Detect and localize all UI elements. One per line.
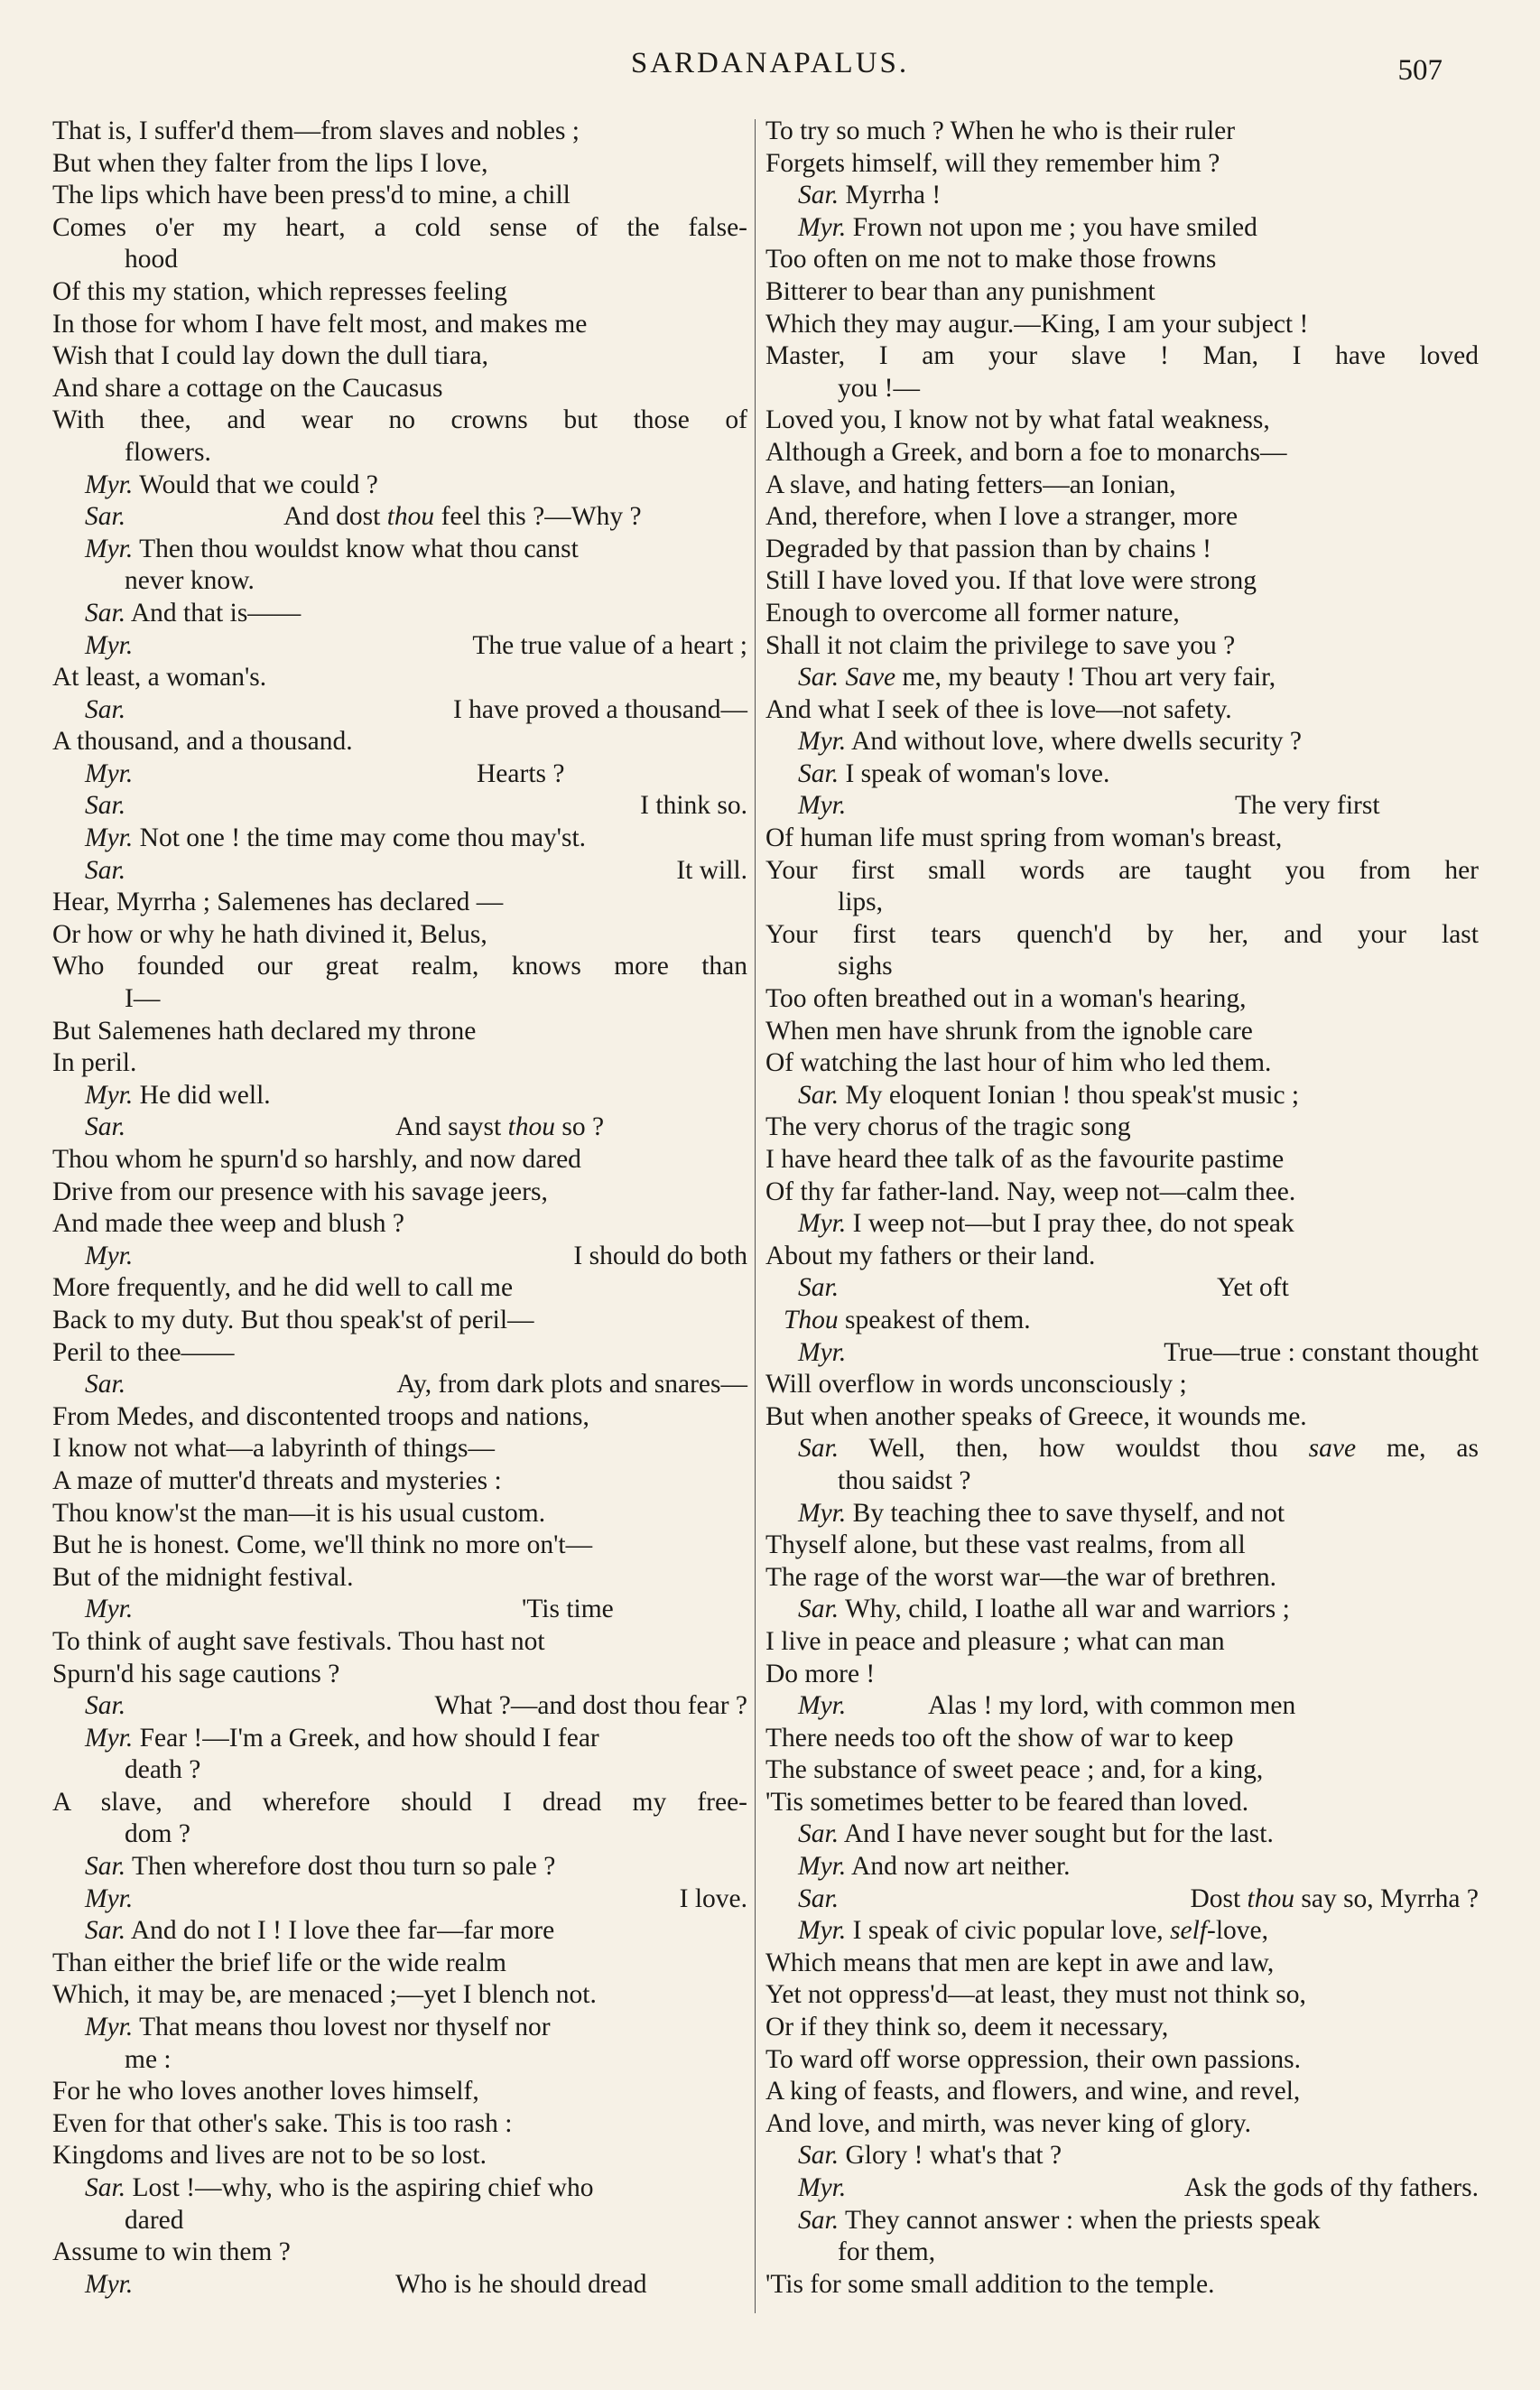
speaker-label: Sar. [85, 1852, 126, 1882]
speech-text: The very first [1235, 791, 1380, 821]
verse-line: Will overflow in words unconsciously ; [765, 1370, 1187, 1400]
verse-line: In peril. [52, 1048, 137, 1078]
verse-line: But when another speaks of Greece, it wounds me. [765, 1401, 1307, 1431]
verse-line: About my fathers or their land. [765, 1241, 1096, 1270]
verse-line: Too often breathed out in a woman's hearing, [765, 984, 1247, 1014]
verse-line: More frequently, and he did well to call me [52, 1273, 514, 1303]
verse-line: But Salemenes hath declared my throne [52, 1016, 477, 1046]
speaker-label: Myr. [85, 1241, 134, 1270]
speech-text: Alas ! my lord, with common men [928, 1691, 1296, 1721]
speech-line [52, 2012, 747, 2044]
speech-line [52, 1080, 747, 1112]
speaker-label: Sar. [798, 1883, 840, 1913]
speech-text: And without love, where dwells security ? [851, 727, 1302, 757]
speaker-label: Sar. [798, 1080, 840, 1110]
verse-line: Your first small words are taught you from her [765, 855, 1479, 885]
speech-line [52, 470, 747, 502]
speech-line [52, 790, 747, 823]
page-number: 507 [1397, 54, 1443, 87]
speaker-label: Myr. [85, 1723, 134, 1753]
speech-text: That means thou lovest nor thyself nor [139, 2013, 551, 2042]
speaker-label: Sar. [85, 598, 126, 628]
verse-line: When men have shrunk from the ignoble care [765, 1016, 1253, 1046]
speech-text: Not one ! the time may come thou may'st. [139, 823, 587, 853]
emphasis-text: Thou [784, 1305, 839, 1334]
verse-line-continuation: thou saidst ? [838, 1465, 971, 1495]
speech-line [765, 1433, 1479, 1465]
speaker-label: Myr. [798, 1916, 847, 1946]
speech-text: Why, child, I loathe all war and warriors ; [844, 1595, 1290, 1624]
verse-line-continuation: hood [125, 245, 178, 274]
speaker-label: Myr. [85, 2269, 134, 2299]
speech-text: feel this ?—Why ? [434, 502, 642, 532]
verse-line: A thousand, and a thousand. [52, 727, 353, 757]
verse-line: The rage of the worst war—the war of brethren. [765, 1562, 1277, 1592]
speaker-label: Sar. [85, 791, 126, 821]
speech-line [52, 1883, 747, 1916]
speaker-label: Sar. [85, 1112, 126, 1142]
speech-text: Dost [1190, 1883, 1248, 1913]
verse-line: Hear, Myrrha ; Salemenes has declared — [52, 888, 504, 917]
speaker-label: Myr. [85, 1080, 134, 1110]
emphasis-text: save [1308, 1434, 1357, 1464]
speech-text: I think so. [640, 791, 747, 821]
speech-text: And do not I ! I love thee far—far more [130, 1916, 555, 1946]
emphasis-text: thou [386, 502, 435, 532]
verse-line: A maze of mutter'd threats and mysteries : [52, 1465, 502, 1495]
speech-line [765, 758, 1479, 791]
speech-text: And now art neither. [851, 1852, 1071, 1882]
speaker-label: Myr. [85, 758, 134, 788]
speaker-label: Myr. [798, 1209, 847, 1239]
speech-text: It will. [676, 855, 747, 885]
speech-line [52, 630, 747, 663]
speech-line [52, 1851, 747, 1883]
speech-text: -love, [1207, 1916, 1269, 1946]
speech-line [765, 1818, 1479, 1851]
speech-line [52, 598, 747, 630]
speech-line [52, 758, 747, 791]
speech-line [765, 1883, 1479, 1916]
speaker-label: Sar. [85, 2173, 126, 2202]
speaker-label: Myr. [798, 1691, 847, 1721]
speaker-label: Sar. [85, 502, 126, 532]
speech-line [765, 1080, 1479, 1112]
speech-line [765, 212, 1479, 245]
speech-line [765, 790, 1479, 823]
speaker-label: Sar. [798, 758, 840, 788]
speech-line [765, 180, 1479, 212]
verse-line: I know not what—a labyrinth of things— [52, 1434, 495, 1464]
speech-text: Ay, from dark plots and snares— [396, 1370, 747, 1400]
verse-line: To think of aught save festivals. Thou hast not [52, 1626, 545, 1656]
speaker-label: Myr. [85, 2013, 134, 2042]
speech-line [765, 1851, 1479, 1883]
right-column [765, 116, 1479, 2301]
speech-line [52, 855, 747, 888]
speaker-label: Myr. [798, 1337, 847, 1367]
speaker-label: Sar. [798, 2205, 840, 2235]
speech-text: Then thou wouldst know what thou canst [139, 534, 579, 563]
verse-line: Than either the brief life or the wide realm [52, 1948, 506, 1977]
verse-line: Peril to thee—— [52, 1337, 235, 1367]
speech-text: Glory ! what's that ? [845, 2141, 1062, 2171]
verse-line-continuation: I— [125, 984, 161, 1014]
speech-text: By teaching thee to save thyself, and not [852, 1498, 1285, 1528]
speech-text: so ? [555, 1112, 605, 1142]
speech-line [52, 1915, 747, 1948]
verse-line-continuation: never know. [125, 566, 255, 596]
verse-line: Although a Greek, and born a foe to monarchs— [765, 437, 1287, 467]
speaker-label: Myr. [798, 212, 847, 242]
speech-line [765, 1272, 1479, 1305]
speech-text: Well, then, how wouldst thou [868, 1434, 1309, 1464]
verse-line: I have heard thee talk of as the favourite pastime [765, 1145, 1285, 1174]
speech-line [765, 1305, 1479, 1337]
verse-line-continuation: you !— [838, 373, 920, 403]
speaker-label: Myr. [798, 1498, 847, 1528]
verse-line: Shall it not claim the privilege to save you ? [765, 630, 1236, 660]
speech-line [52, 501, 747, 534]
verse-line: But he is honest. Come, we'll think no more on't— [52, 1530, 593, 1560]
speaker-label: Sar. [85, 694, 126, 724]
verse-line: The very chorus of the tragic song [765, 1112, 1131, 1142]
speech-text: speakest of them. [838, 1305, 1031, 1334]
verse-line: The lips which have been press'd to mine, a chill [52, 181, 571, 210]
verse-line-continuation: dared [125, 2205, 184, 2235]
verse-line: Degraded by that passion than by chains ! [765, 534, 1211, 563]
verse-line: And share a cottage on the Caucasus [52, 373, 443, 403]
speech-line [765, 1208, 1479, 1241]
verse-line: I live in peace and pleasure ; what can man [765, 1626, 1225, 1656]
emphasis-text: self [1170, 1916, 1208, 1946]
speech-text: And sayst [395, 1112, 508, 1142]
speech-text: Yet oft [1217, 1273, 1289, 1303]
speaker-label: Myr. [798, 2173, 847, 2202]
speech-line [765, 726, 1479, 758]
verse-line: Even for that other's sake. This is too rash : [52, 2108, 513, 2138]
speech-line [765, 1498, 1479, 1530]
speech-text: And that is—— [130, 598, 302, 628]
speech-text-wrap [1190, 1883, 1479, 1916]
speech-text: They cannot answer : when the priests speak [844, 2205, 1321, 2235]
verse-line: With thee, and wear no crowns but those of [52, 405, 747, 435]
speech-line [52, 2172, 747, 2205]
speaker-label: Sar. [85, 1370, 126, 1400]
speech-line [765, 662, 1479, 694]
verse-line: Spurn'd his sage cautions ? [52, 1659, 340, 1688]
speech-text: My eloquent Ionian ! thou speak'st music ; [845, 1080, 1300, 1110]
verse-line: At least, a woman's. [52, 663, 267, 693]
speaker-label: Myr. [85, 1595, 134, 1624]
speech-line [52, 1111, 747, 1144]
speech-text: Myrrha ! [845, 181, 942, 210]
speech-text: True—true : constant thought [1164, 1337, 1479, 1367]
speech-text: say so, Myrrha ? [1294, 1883, 1479, 1913]
speech-line [52, 1241, 747, 1273]
verse-line: Thyself alone, but these vast realms, from all [765, 1530, 1246, 1560]
verse-line: From Medes, and discontented troops and nations, [52, 1401, 589, 1431]
verse-line: Comes o'er my heart, a cold sense of the false- [52, 212, 747, 242]
speech-text: I speak of civic popular love, [852, 1916, 1171, 1946]
emphasis-text: thou [1247, 1883, 1294, 1913]
speaker-label: Sar. [798, 2141, 840, 2171]
speaker-label: Myr. [85, 1883, 134, 1913]
speech-text: Ask the gods of thy fathers. [1183, 2173, 1479, 2202]
speaker-label: Myr. [798, 1852, 847, 1882]
speech-text: I love. [679, 1883, 747, 1913]
verse-line-continuation: lips, [838, 888, 883, 917]
verse-line: Forgets himself, will they remember him ? [765, 148, 1220, 178]
speaker-label: Sar. [85, 1691, 126, 1721]
verse-line: Who founded our great realm, knows more than [52, 952, 747, 981]
verse-line: Do more ! [765, 1659, 876, 1688]
speech-line [52, 1594, 747, 1626]
speaker-label: Sar. [798, 663, 840, 693]
verse-line: Assume to win them ? [52, 2237, 291, 2267]
verse-line: Which, it may be, are menaced ;—yet I blench not. [52, 1980, 597, 2010]
verse-line: 'Tis for some small addition to the temple. [765, 2269, 1215, 2299]
speaker-label: Myr. [85, 534, 134, 563]
verse-line: Drive from our presence with his savage jeers, [52, 1176, 548, 1206]
speech-text: Would that we could ? [139, 470, 378, 499]
verse-line: Your first tears quench'd by her, and your last [765, 919, 1479, 949]
verse-line: 'Tis sometimes better to be feared than loved. [765, 1787, 1249, 1817]
speech-text: The true value of a heart ; [472, 630, 747, 660]
emphasis-text: Save [845, 663, 896, 693]
verse-line: A king of feasts, and flowers, and wine, and revel, [765, 2077, 1301, 2106]
verse-line-continuation: sighs [838, 952, 893, 981]
verse-line: Wish that I could lay down the dull tiara, [52, 341, 488, 371]
emphasis-text: thou [507, 1112, 556, 1142]
verse-line: Thou whom he spurn'd so harshly, and now dared [52, 1145, 581, 1174]
speaker-label: Myr. [798, 791, 847, 821]
verse-line: Yet not oppress'd—at least, they must not think so, [765, 1980, 1306, 2010]
verse-line: A slave, and hating fetters—an Ionian, [765, 470, 1176, 499]
verse-line: Back to my duty. But thou speak'st of peril— [52, 1305, 534, 1334]
speech-line [52, 2269, 747, 2302]
speech-text: 'Tis time [522, 1595, 614, 1624]
speech-text: And dost [283, 502, 387, 532]
verse-line-continuation: flowers. [125, 437, 211, 467]
speaker-label: Sar. [798, 1434, 840, 1464]
verse-line: Which means that men are kept in awe and law, [765, 1948, 1275, 1977]
speaker-label: Sar. [798, 1273, 840, 1303]
speech-text-wrap [395, 1111, 604, 1144]
speech-line [52, 694, 747, 727]
verse-line: Still I have loved you. If that love were strong [765, 566, 1257, 596]
verse-line: That is, I suffer'd them—from slaves and nobles ; [52, 116, 580, 145]
speech-line [52, 823, 747, 855]
speaker-label: Sar. [85, 855, 126, 885]
verse-line: Thou know'st the man—it is his usual custom. [52, 1498, 546, 1528]
speaker-label: Sar. [798, 1819, 840, 1849]
speech-line [52, 1690, 747, 1723]
verse-line: Kingdoms and lives are not to be so lost. [52, 2141, 487, 2171]
speech-text: Hearts ? [477, 758, 565, 788]
verse-line-continuation: death ? [125, 1755, 201, 1785]
speech-line [765, 1594, 1479, 1626]
verse-line: To try so much ? When he who is their ruler [765, 116, 1236, 145]
speech-text: He did well. [139, 1080, 271, 1110]
speaker-label: Myr. [85, 823, 134, 853]
verse-line: In those for whom I have felt most, and makes me [52, 309, 588, 339]
verse-line: Of human life must spring from woman's breast, [765, 823, 1283, 853]
speaker-label: Sar. [85, 1916, 126, 1946]
verse-line-continuation: for them, [838, 2237, 936, 2267]
verse-line: But of the midnight festival. [52, 1562, 354, 1592]
speech-text: And I have never sought but for the last. [843, 1819, 1274, 1849]
verse-line-continuation: dom ? [125, 1819, 190, 1849]
verse-line: A slave, and wherefore should I dread my free- [52, 1787, 747, 1817]
speech-text: I speak of woman's love. [845, 758, 1110, 788]
speech-text: I weep not—but I pray thee, do not speak [852, 1209, 1294, 1239]
verse-line-continuation: me : [125, 2044, 172, 2074]
speech-text: me, as [1356, 1434, 1479, 1464]
speaker-label: Sar. [798, 181, 840, 210]
column-divider [755, 119, 756, 2313]
speech-text: I should do both [573, 1241, 747, 1270]
verse-line: And love, and mirth, was never king of glory. [765, 2108, 1251, 2138]
speech-line [765, 2140, 1479, 2172]
speech-text: Lost !—why, who is the aspiring chief who [132, 2173, 594, 2202]
verse-line: Enough to overcome all former nature, [765, 598, 1180, 628]
speech-line [765, 1337, 1479, 1370]
speech-text: Who is he should dread [395, 2269, 647, 2299]
verse-line: Too often on me not to make those frowns [765, 245, 1217, 274]
verse-line: The substance of sweet peace ; and, for a king, [765, 1755, 1264, 1785]
speaker-label: Myr. [85, 470, 134, 499]
speech-text: me, my beauty ! Thou art very fair, [895, 663, 1276, 693]
verse-line: And made thee weep and blush ? [52, 1209, 404, 1239]
verse-line: Or if they think so, deem it necessary, [765, 2013, 1169, 2042]
verse-line: And what I seek of thee is love—not safety. [765, 694, 1232, 724]
verse-line: Of watching the last hour of him who led them. [765, 1048, 1272, 1078]
speech-line [765, 1915, 1479, 1948]
verse-line: To ward off worse oppression, their own passions. [765, 2044, 1302, 2074]
verse-line: There needs too oft the show of war to keep [765, 1723, 1234, 1753]
running-head-title: SARDANAPALUS. [630, 47, 910, 79]
verse-line: Bitterer to bear than any punishment [765, 276, 1155, 306]
verse-line: For he who loves another loves himself, [52, 2077, 479, 2106]
verse-line: But when they falter from the lips I love, [52, 148, 488, 178]
speech-text: Fear !—I'm a Greek, and how should I fear [139, 1723, 599, 1753]
speech-text: Then wherefore dost thou turn so pale ? [131, 1852, 556, 1882]
speaker-label: Myr. [85, 630, 134, 660]
left-column [52, 116, 747, 2301]
speech-line [765, 2172, 1479, 2205]
speech-line [765, 2205, 1479, 2237]
speech-line [52, 1369, 747, 1401]
verse-line: Loved you, I know not by what fatal weakness, [765, 405, 1270, 435]
verse-line: Of thy far father-land. Nay, weep not—calm thee. [765, 1176, 1296, 1206]
verse-line: And, therefore, when I love a stranger, more [765, 502, 1238, 532]
speech-line [52, 534, 747, 566]
verse-line: Which they may augur.—King, I am your subject ! [765, 309, 1309, 339]
speaker-label: Myr. [798, 727, 847, 757]
speech-line [765, 1690, 1479, 1723]
verse-line: Or how or why he hath divined it, Belus, [52, 919, 487, 949]
speaker-label: Sar. [798, 1595, 840, 1624]
speech-text: I have proved a thousand— [452, 694, 747, 724]
verse-line: Of this my station, which represses feeling [52, 276, 507, 306]
speech-text: Frown not upon me ; you have smiled [852, 212, 1257, 242]
speech-text: What ?—and dost thou fear ? [434, 1691, 747, 1721]
verse-line: Master, I am your slave ! Man, I have loved [765, 341, 1479, 371]
speech-line [52, 1723, 747, 1755]
